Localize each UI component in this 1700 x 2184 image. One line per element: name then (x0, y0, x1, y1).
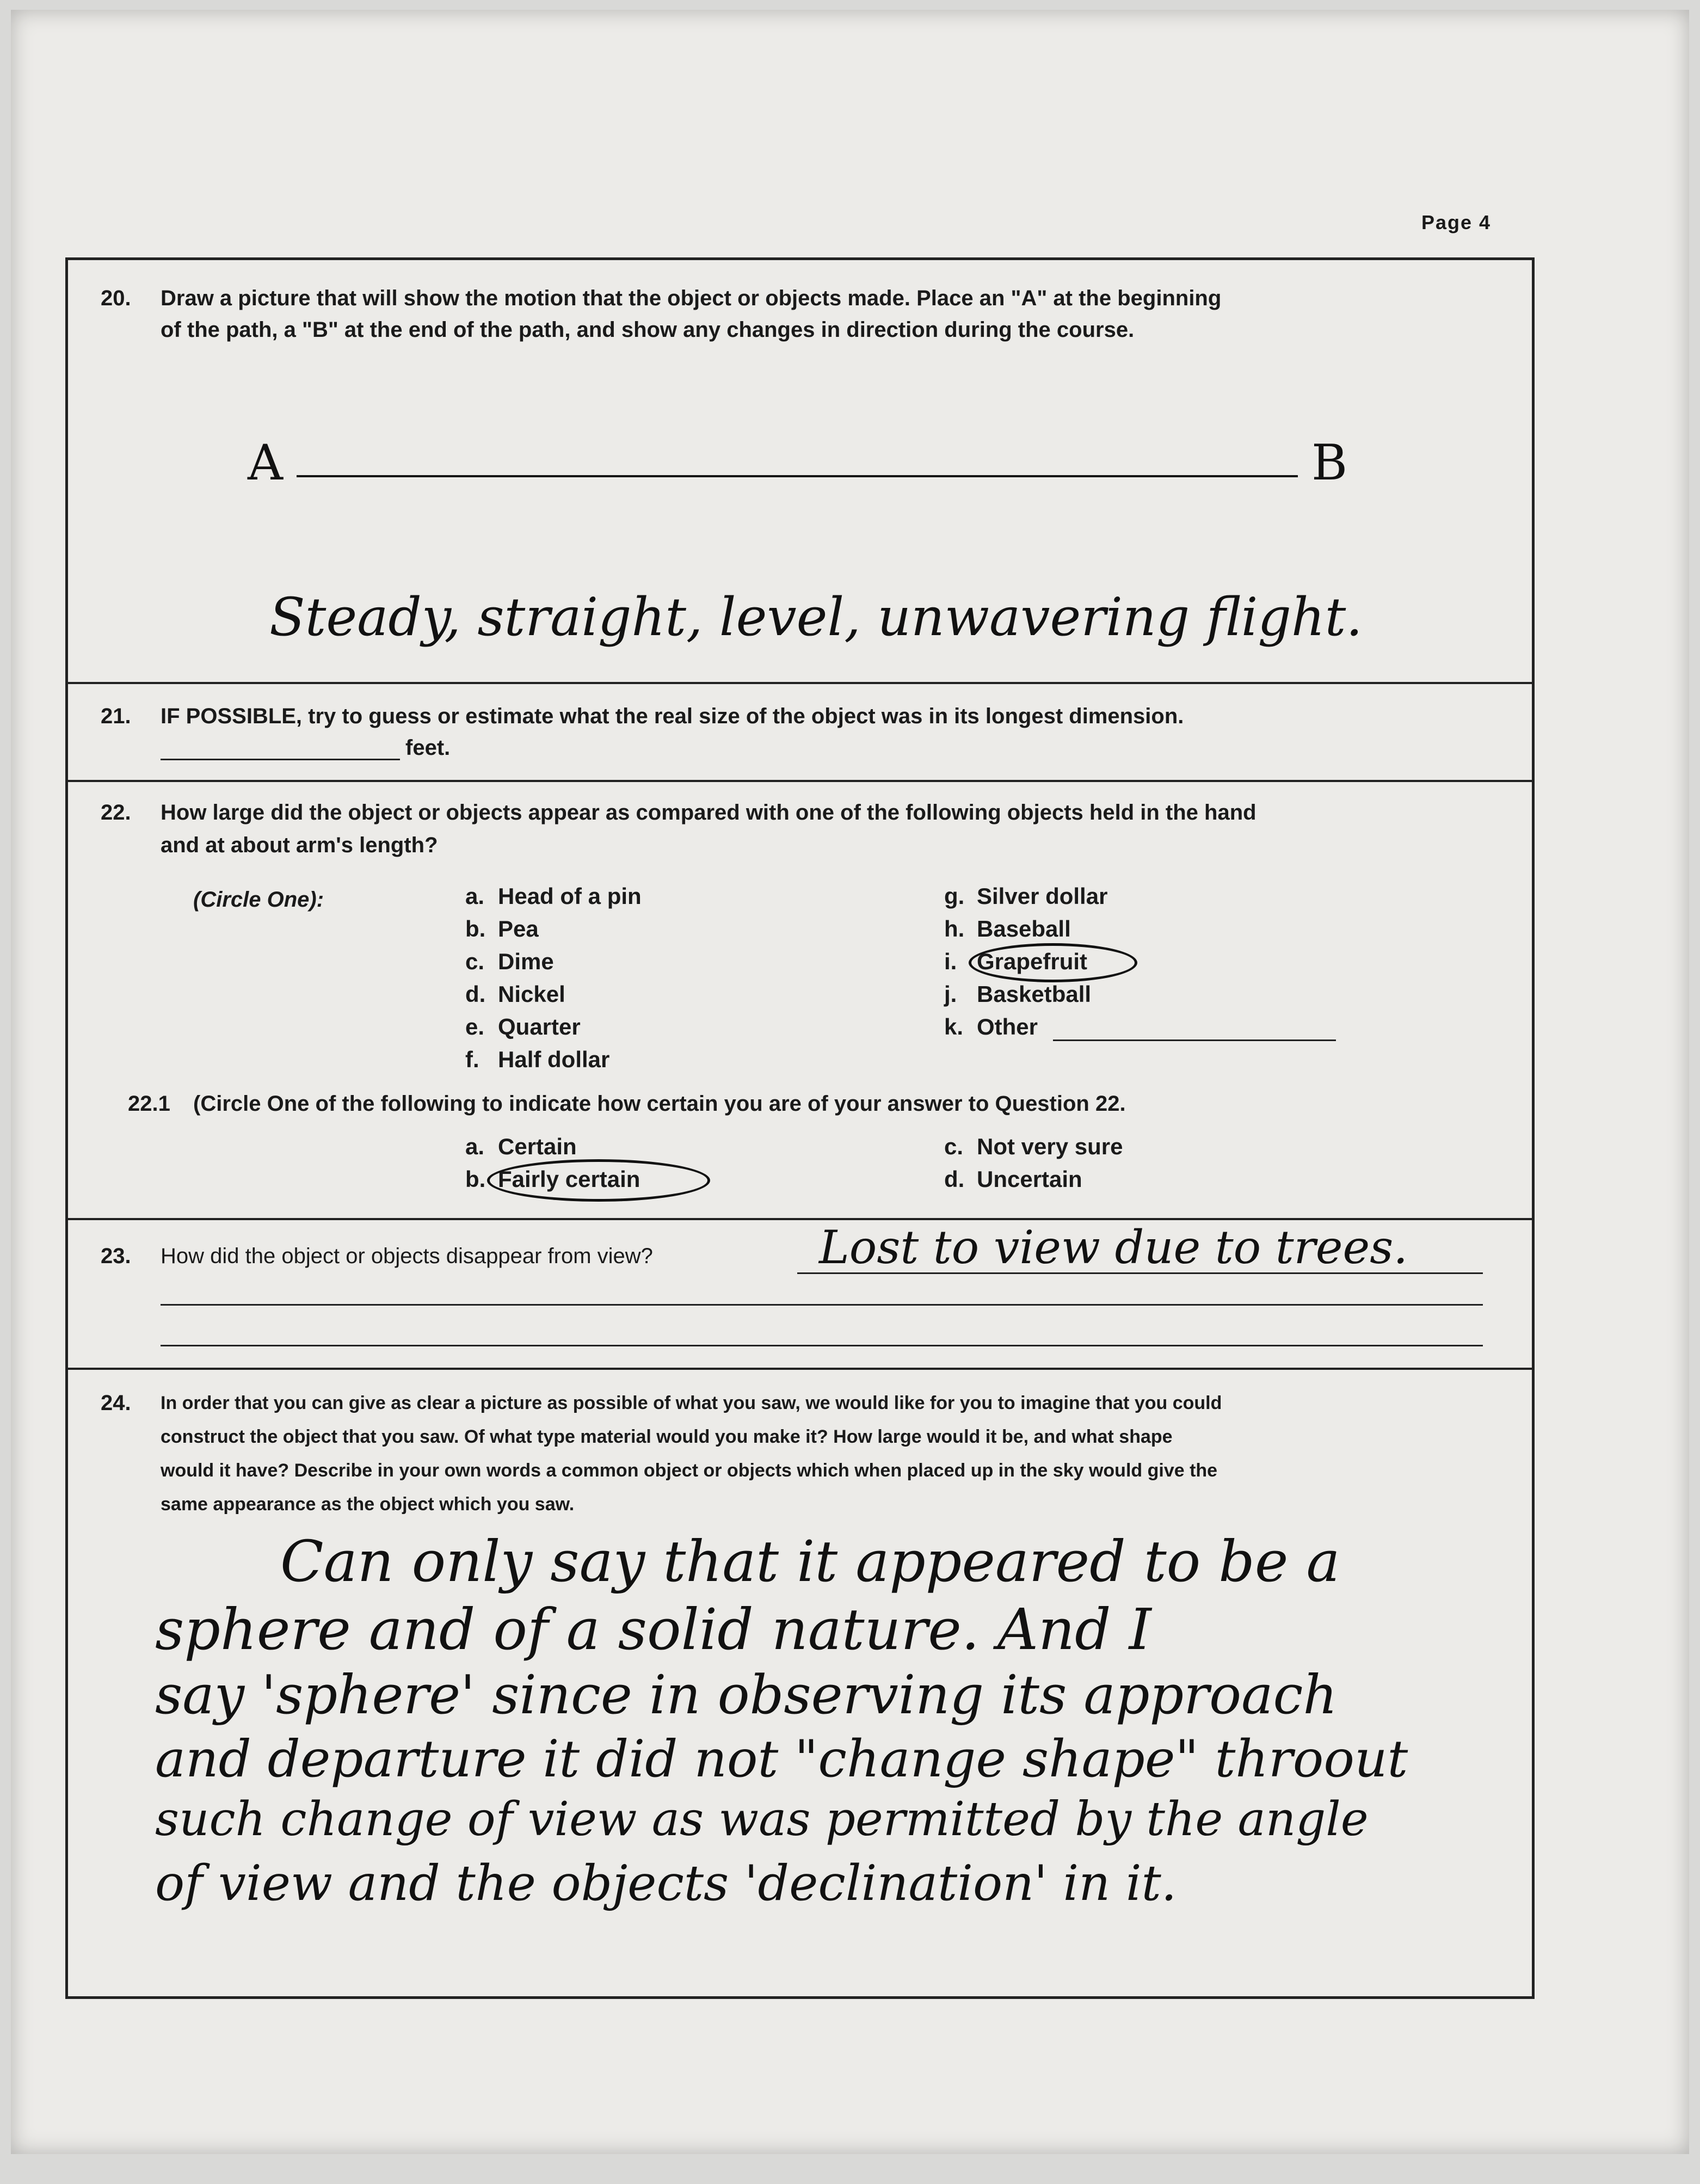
question-20 (101, 282, 1516, 353)
option-f: f. Half dollar (465, 1047, 610, 1072)
question-text-line-1: How large did the object or objects appear as compared with one of the following objects held in the hand (161, 801, 1256, 825)
option-h: h. Baseball (944, 916, 1071, 942)
question-text-line-1: IF POSSIBLE, try to guess or estimate what the real size of the object was in its longest dimension. (161, 704, 1184, 728)
form-frame (65, 257, 1535, 1999)
answer-circle-fairly-certain (487, 1159, 710, 1202)
option-c: c. Dime (465, 949, 554, 974)
question-21 (101, 700, 1516, 765)
question-text-line-3: would it have? Describe in your own words a common object or objects which when placed up in the sky would give the (161, 1460, 1218, 1481)
question-text-line-2: construct the object that you saw. Of what type material would you make it? How large would it be, and what shape (161, 1426, 1173, 1447)
motion-path-line (297, 475, 1298, 477)
path-label-a: A (248, 434, 283, 491)
certainty-option-c: c. Not very sure (944, 1134, 1123, 1159)
handwritten-answer-23: Lost to view due to trees. (819, 1221, 1408, 1274)
form-page (11, 10, 1689, 2154)
handwritten-answer-24-line-3: say 'sphere' since in observing its approach (155, 1664, 1338, 1726)
answer-circle-grapefruit (969, 943, 1137, 982)
question-number: 22.1 (128, 1092, 170, 1116)
page-number: Page 4 (1421, 211, 1492, 233)
answer-line (161, 1304, 1483, 1306)
certainty-option-b: b. Fairly certain (465, 1166, 640, 1192)
option-e: e. Quarter (465, 1014, 581, 1039)
question-text-line-1: Draw a picture that will show the motion that the object or objects made. Place an "A" at the beginning (161, 286, 1222, 310)
option-i: i. Grapefruit (944, 949, 1088, 974)
question-text-line-1: How did the object or objects disappear from view? (161, 1244, 653, 1268)
question-number: 23. (101, 1244, 131, 1268)
answer-blank (161, 759, 400, 760)
handwritten-answer-20: Steady, straight, level, unwavering flight. (269, 587, 1363, 648)
question-number: 21. (101, 704, 131, 728)
section-divider (68, 682, 1532, 684)
section-divider (68, 1368, 1532, 1370)
handwritten-answer-24-line-4: and departure it did not "change shape" throout (155, 1730, 1408, 1789)
question-text-line-2: of the path, a "B" at the end of the path, and show any changes in direction during the course. (161, 318, 1135, 342)
option-d: d. Nickel (465, 981, 565, 1007)
question-number: 24. (101, 1391, 131, 1415)
path-label-b: B (1311, 434, 1348, 491)
option-j: j. Basketball (944, 981, 1092, 1007)
question-text-line-1: (Circle One of the following to indicate how certain you are of your answer to Question 22. (193, 1092, 1126, 1116)
certainty-option-d: d. Uncertain (944, 1166, 1082, 1192)
option-k: k. Other (944, 1014, 1038, 1039)
option-g: g. Silver dollar (944, 883, 1108, 909)
unit-label: feet. (405, 736, 451, 760)
question-text-line-2: and at about arm's length? (161, 833, 438, 857)
answer-line (797, 1272, 1483, 1274)
section-divider (68, 1218, 1532, 1220)
question-text-line-4: same appearance as the object which you saw. (161, 1494, 575, 1515)
option-b: b. Pea (465, 916, 539, 942)
option-a: a. Head of a pin (465, 883, 642, 909)
handwritten-answer-24-line-1: Can only say that it appeared to be a (280, 1528, 1340, 1595)
other-blank (1053, 1039, 1336, 1041)
circle-instruction: (Circle One): (193, 888, 324, 912)
answer-line (161, 1345, 1483, 1346)
handwritten-answer-24-line-6: of view and the objects 'declination' in it. (155, 1855, 1177, 1912)
question-number: 20. (101, 286, 131, 310)
question-22 (101, 796, 1516, 867)
question-number: 22. (101, 801, 131, 825)
question-text-line-1: In order that you can give as clear a picture as possible of what you saw, we would like for you to imagine that you could (161, 1393, 1222, 1413)
handwritten-answer-24-line-5: such change of view as was permitted by the angle (155, 1792, 1369, 1847)
section-divider (68, 780, 1532, 782)
handwritten-answer-24-line-2: sphere and of a solid nature. And I (155, 1596, 1151, 1663)
certainty-option-a: a. Certain (465, 1134, 577, 1159)
